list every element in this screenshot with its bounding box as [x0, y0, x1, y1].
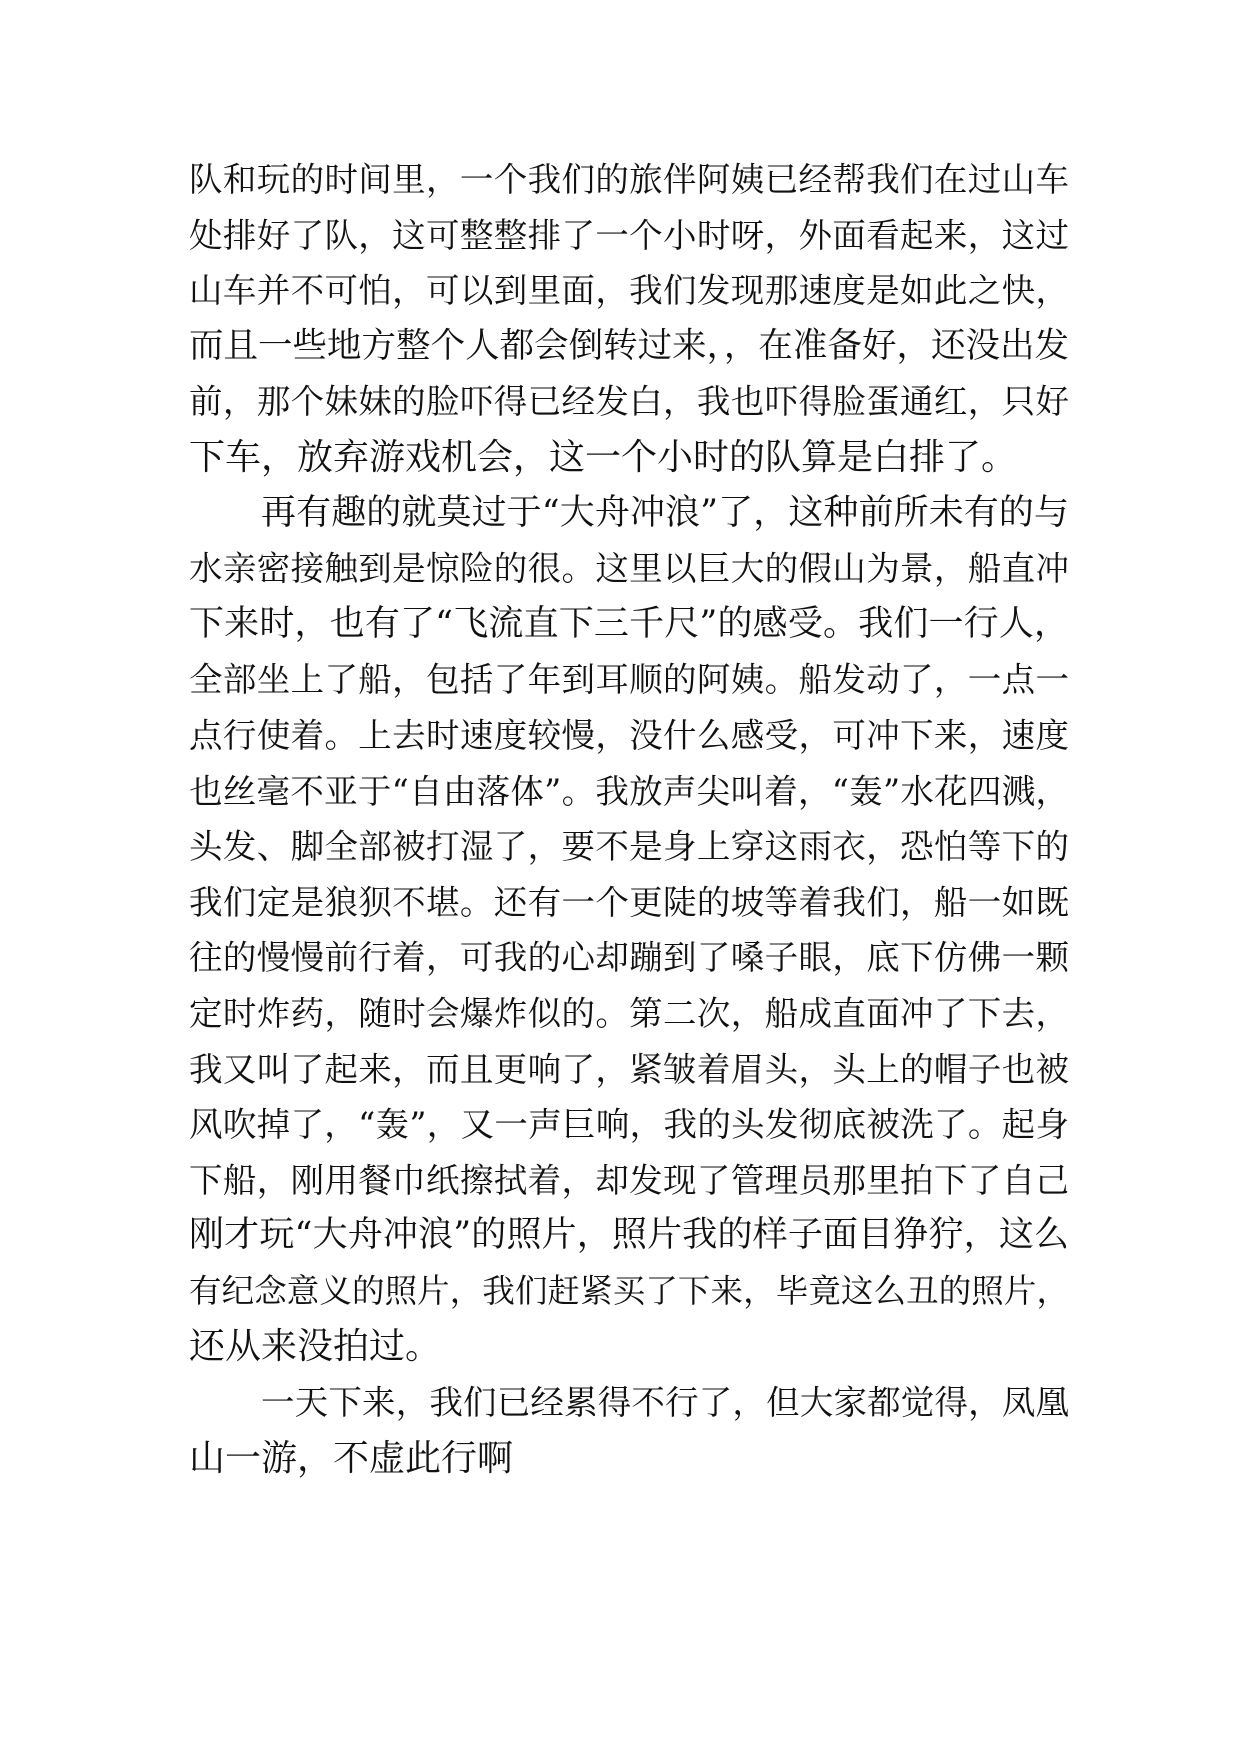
text-line: 一天下来，我们已经累得不行了，但大家都觉得，凤凰	[261, 1383, 1069, 1423]
text-line: 下车，放弃游戏机会，这一个小时的队算是白排了。	[189, 436, 1018, 478]
text-line: 队和玩的时间里，一个我们的旅伴阿姨已经帮我们在过山车	[189, 160, 1069, 199]
text-line: 全部坐上了船，包括了年到耳顺的阿姨。船发动了，一点一	[189, 660, 1069, 700]
text-line: 山车并不可怕，可以到里面，我们发现那速度是如此之快，	[189, 271, 1069, 311]
text-line: 下船，刚用餐巾纸擦拭着，却发现了管理员那里拍下了自己	[189, 1160, 1069, 1200]
text-line: 也丝毫不亚于“自由落体”。我放声尖叫着，“轰”水花四溅，	[189, 771, 1069, 811]
text-line: 刚才玩“大舟冲浪”的照片，照片我的样子面目狰狞，这么	[189, 1215, 1069, 1256]
text-line: 有纪念意义的照片，我们赶紧买了下来，毕竟这么丑的照片，	[189, 1271, 1069, 1310]
text-line: 头发、脚全部被打湿了，要不是身上穿这雨衣，恐怕等下的	[189, 827, 1069, 867]
text-line: 我们定是狼狈不堪。还有一个更陡的坡等着我们，船一如既	[189, 882, 1069, 922]
text-line: 风吹掉了，“轰”，又一声巨响，我的头发彻底被洗了。起身	[189, 1105, 1069, 1145]
text-line: 我又叫了起来，而且更响了，紧皱着眉头，头上的帽子也被	[189, 1049, 1069, 1089]
text-line: 前，那个妹妹的脸吓得已经发白，我也吓得脸蛋通红，只好	[189, 382, 1069, 422]
text-line: 水亲密接触到是惊险的很。这里以巨大的假山为景，船直冲	[189, 549, 1069, 589]
text-line: 点行使着。上去时速度较慢，没什么感受，可冲下来，速度	[189, 715, 1069, 755]
text-line: 定时炸药，随时会爆炸似的。第二次，船成直面冲了下去，	[189, 993, 1069, 1033]
text-line: 山一游，不虚此行啊	[189, 1437, 514, 1479]
text-line: 下来时，也有了“飞流直下三千尺”的感受。我们一行人，	[189, 603, 1069, 644]
body-text	[189, 152, 1069, 1486]
text-line: 再有趣的就莫过于“大舟冲浪”了，这种前所未有的与	[261, 492, 1069, 533]
text-line: 处排好了队，这可整整排了一个小时呀，外面看起来，这过	[189, 215, 1069, 255]
text-line: 往的慢慢前行着，可我的心却蹦到了嗓子眼，底下仿佛一颗	[189, 938, 1069, 978]
text-line: 还从来没拍过。	[189, 1326, 442, 1368]
text-line: 而且一些地方整个人都会倒转过来，，在准备好，还没出发	[189, 325, 1069, 366]
